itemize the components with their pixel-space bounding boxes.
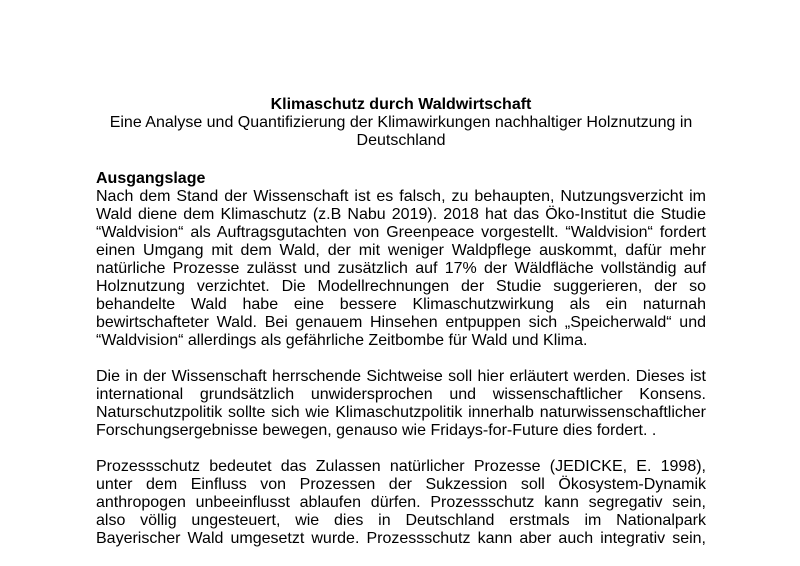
paragraph-3 — [96, 458, 706, 548]
paragraph-3-line: unter dem Einfluss von Prozessen der Sukzession soll Ökosystem-Dynamik — [96, 476, 706, 493]
paragraph-1-line: einen Umgang mit dem Wald, der mit weniger Waldpflege auskommt, dafür mehr — [96, 242, 706, 259]
paragraph-2-line: Forschungsergebnisse bewegen, genauso wie Fridays-for-Future dies fordert. . — [96, 422, 657, 439]
paragraph-3-line: also völlig ungesteuert, wie dies in Deutschland erstmals im Nationalpark — [96, 512, 706, 529]
paragraph-2-line: Die in der Wissenschaft herrschende Sichtweise soll hier erläutert werden. Dieses ist — [96, 368, 706, 385]
document-page — [96, 96, 706, 566]
document-title: Klimaschutz durch Waldwirtschaft — [270, 96, 532, 113]
paragraph-1-line: Nach dem Stand der Wissenschaft ist es falsch, zu behaupten, Nutzungsverzicht im — [96, 188, 706, 205]
paragraph-3-line: Prozessschutz bedeutet das Zulassen natürlicher Prozesse (JEDICKE, E. 1998), — [96, 458, 706, 475]
paragraph-1-line: “Waldvision“ allerdings als gefährliche Zeitbombe für Wald und Klima. — [96, 332, 588, 349]
paragraph-1-line: Holznutzung verzichtet. Die Modellrechnungen der Studie suggerieren, der so — [96, 278, 706, 295]
paragraph-1 — [96, 188, 706, 350]
paragraph-2-line: Naturschutzpolitik sollte sich wie Klimaschutzpolitik innerhalb naturwissenschaftlicher — [96, 404, 706, 421]
paragraph-1-line: behandelte Wald habe eine bessere Klimaschutzwirkung als ein naturnah — [96, 296, 706, 313]
paragraph-2 — [96, 368, 706, 440]
title-block — [96, 96, 706, 150]
section-heading: Ausgangslage — [96, 170, 206, 187]
document-subtitle-line-1: Eine Analyse und Quantifizierung der Klimawirkungen nachhaltiger Holznutzung in — [109, 114, 693, 131]
paragraph-3-line: Bayerischer Wald umgesetzt wurde. Prozessschutz kann aber auch integrativ sein, — [96, 530, 706, 547]
paragraph-1-line: bewirtschafteter Wald. Bei genauem Hinsehen entpuppen sich „Speicherwald“ und — [96, 314, 706, 331]
document-subtitle-line-2: Deutschland — [356, 132, 446, 149]
paragraph-3-line: anthropogen unbeeinflusst ablaufen dürfen. Prozessschutz kann segregativ sein, — [96, 494, 706, 511]
paragraph-2-line: international grundsätzlich unwidersprochen und wissenschaftlicher Konsens. — [96, 386, 706, 403]
paragraph-1-line: natürliche Prozesse zulässt und zusätzlich auf 17% der Wäldfläche vollständig auf — [96, 260, 706, 277]
paragraph-1-line: “Waldvision“ als Auftragsgutachten von Greenpeace vorgestellt. “Waldvision“ fordert — [96, 224, 706, 241]
paragraph-1-line: Wald diene dem Klimaschutz (z.B Nabu 2019). 2018 hat das Öko-Institut die Studie — [96, 206, 706, 223]
